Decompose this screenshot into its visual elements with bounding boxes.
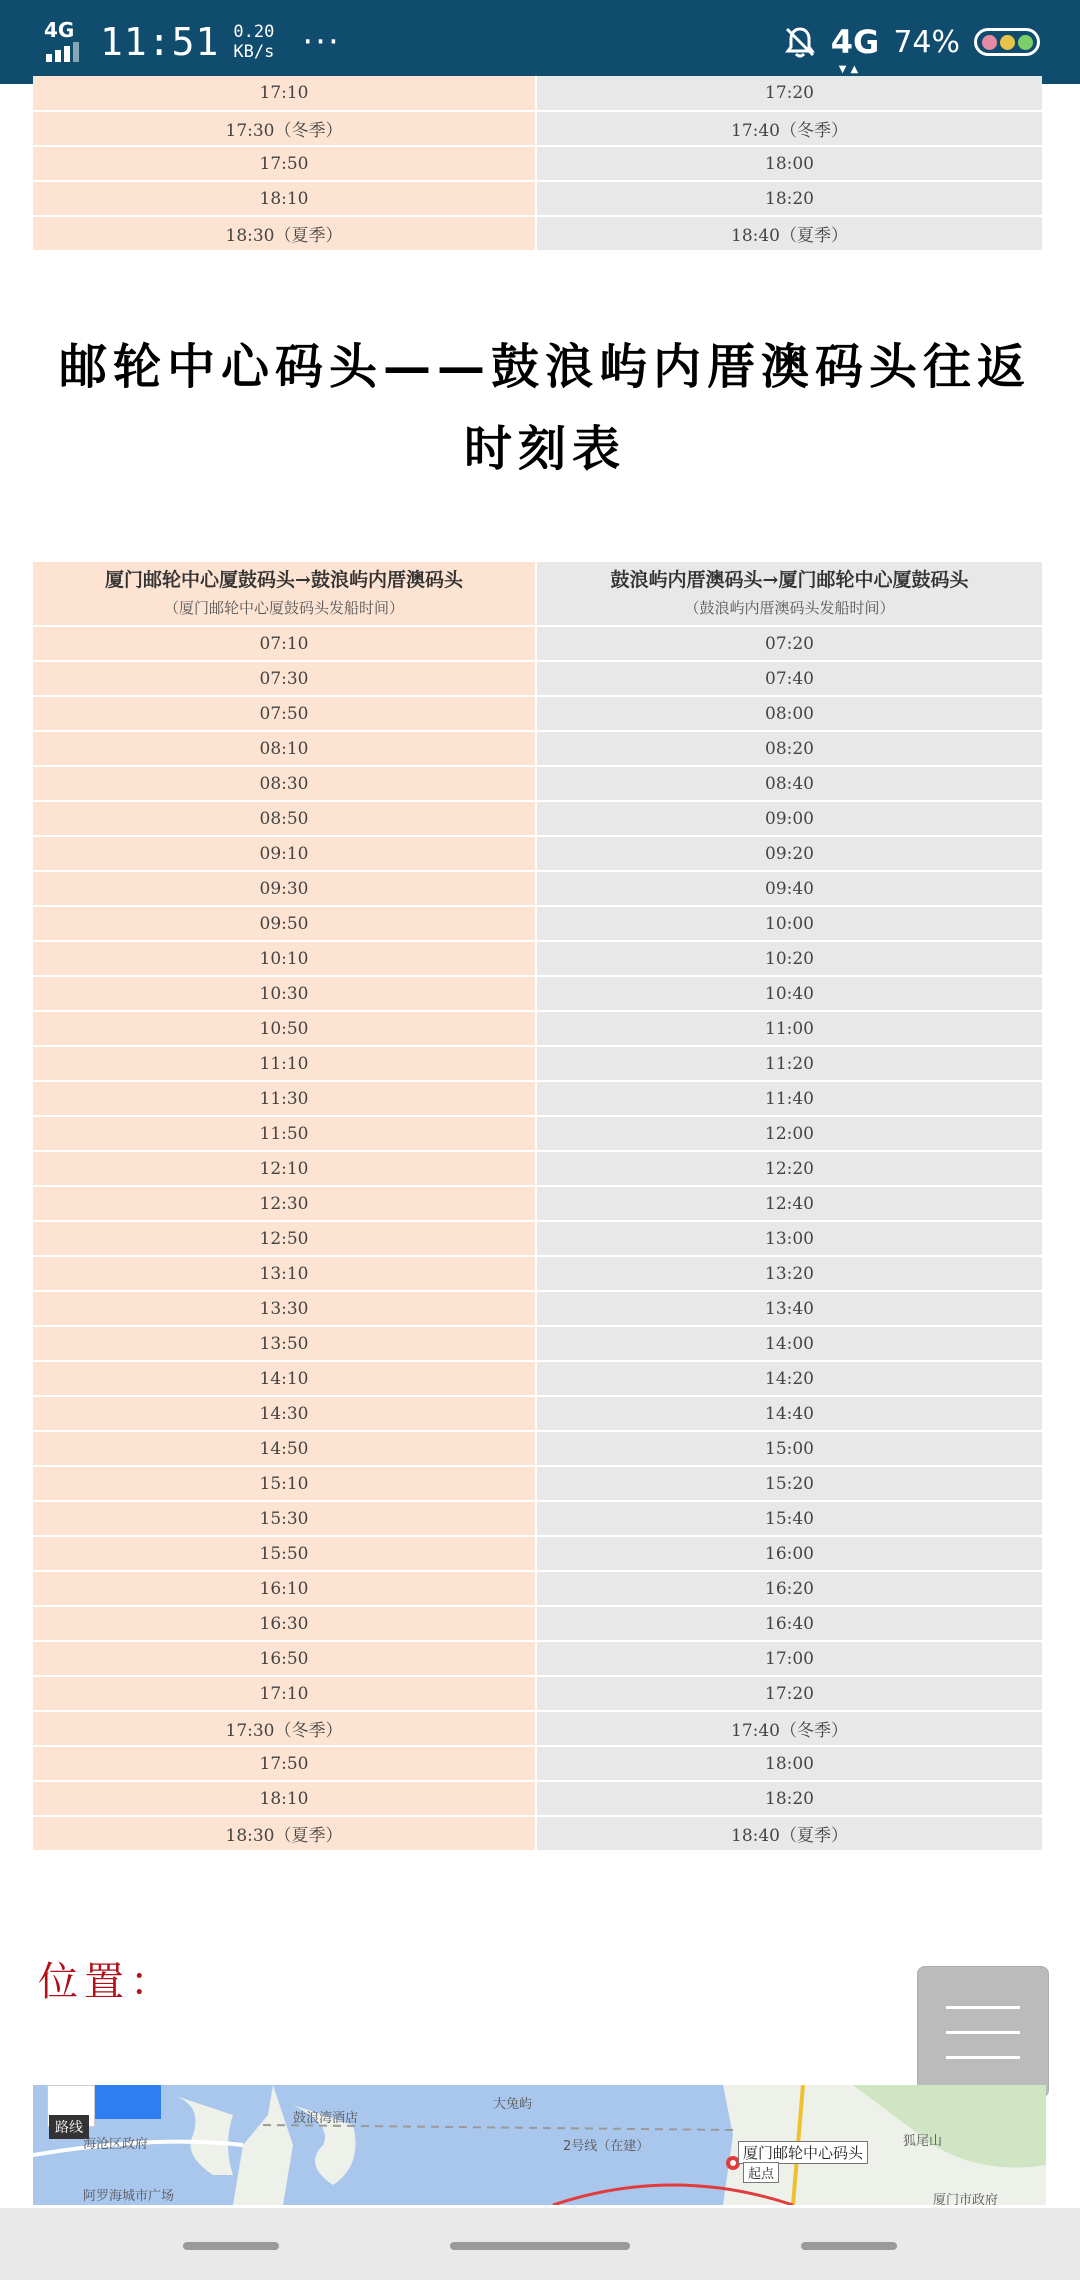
departure-time-xiamen: 09:30 — [33, 871, 536, 906]
departure-time-gulangyu: 12:20 — [536, 1151, 1042, 1186]
signal-icon — [44, 20, 86, 64]
departure-time-xiamen: 11:10 — [33, 1046, 536, 1081]
more-notifications-icon: ··· — [302, 22, 341, 62]
network-type: 4G — [44, 18, 75, 42]
departure-time-xiamen: 12:10 — [33, 1151, 536, 1186]
clock: 11:51 — [100, 20, 220, 64]
map-label: 海沧区政府 — [83, 2137, 149, 2152]
page-heading: 邮轮中心码头——鼓浪屿内厝澳码头往返时刻表 — [58, 339, 1031, 477]
departure-time-xiamen: 14:30 — [33, 1396, 536, 1431]
departure-time-gulangyu: 12:00 — [536, 1116, 1042, 1151]
departure-time-gulangyu: 17:20 — [536, 76, 1042, 111]
departure-time-xiamen: 12:30 — [33, 1186, 536, 1221]
departure-time-xiamen: 15:30 — [33, 1501, 536, 1536]
map-label: 2号线（在建） — [563, 2139, 650, 2154]
table-row — [33, 1746, 1042, 1781]
departure-time-gulangyu: 10:40 — [536, 976, 1042, 1011]
table-row — [33, 1011, 1042, 1046]
departure-time-xiamen: 14:10 — [33, 1361, 536, 1396]
speed-unit: KB/s — [233, 42, 275, 62]
departure-time-xiamen: 16:30 — [33, 1606, 536, 1641]
table-row — [33, 626, 1042, 661]
table-row — [33, 731, 1042, 766]
departure-time-gulangyu: 17:00 — [536, 1641, 1042, 1676]
speed-value: 0.20 — [233, 22, 275, 42]
departure-time-gulangyu: 15:40 — [536, 1501, 1042, 1536]
column-title: 厦门邮轮中心厦鼓码头→鼓浪屿内厝澳码头 — [105, 568, 463, 591]
departure-time-gulangyu: 18:20 — [536, 181, 1042, 216]
table-row — [33, 1606, 1042, 1641]
column-header-departure-gulangyu — [536, 562, 1042, 626]
departure-time-xiamen: 09:50 — [33, 906, 536, 941]
departure-time-gulangyu: 17:40（冬季） — [536, 111, 1042, 146]
table-row — [33, 1536, 1042, 1571]
departure-time-gulangyu: 11:20 — [536, 1046, 1042, 1081]
table-row — [33, 76, 1042, 111]
table-row — [33, 1676, 1042, 1711]
table-row — [33, 111, 1042, 146]
departure-time-gulangyu: 08:00 — [536, 696, 1042, 731]
departure-time-xiamen: 18:30（夏季） — [33, 1816, 536, 1851]
departure-time-xiamen: 16:50 — [33, 1641, 536, 1676]
table-row — [33, 1116, 1042, 1151]
departure-time-gulangyu: 07:40 — [536, 661, 1042, 696]
departure-time-xiamen: 11:50 — [33, 1116, 536, 1151]
mobile-data-icon: 4G ▼▲ — [830, 23, 880, 75]
battery-percent: 74% — [893, 24, 960, 60]
table-row — [33, 216, 1042, 251]
table-row — [33, 1151, 1042, 1186]
departure-time-xiamen: 13:10 — [33, 1256, 536, 1291]
table-row — [33, 1046, 1042, 1081]
menu-line — [946, 2006, 1020, 2009]
system-navigation-bar — [0, 2208, 1080, 2280]
column-title: 鼓浪屿内厝澳码头→厦门邮轮中心厦鼓码头 — [610, 568, 969, 591]
departure-time-xiamen: 17:30（冬季） — [33, 1711, 536, 1746]
table-row — [33, 1816, 1042, 1851]
departure-time-gulangyu: 13:20 — [536, 1256, 1042, 1291]
departure-time-gulangyu: 09:00 — [536, 801, 1042, 836]
departure-time-xiamen: 16:10 — [33, 1571, 536, 1606]
departure-time-xiamen: 08:30 — [33, 766, 536, 801]
departure-time-gulangyu: 08:20 — [536, 731, 1042, 766]
departure-time-xiamen: 17:30（冬季） — [33, 111, 536, 146]
notifications-off-icon — [783, 25, 817, 59]
departure-time-gulangyu: 15:20 — [536, 1466, 1042, 1501]
column-subtitle: （鼓浪屿内厝澳码头发船时间） — [684, 598, 895, 617]
table-row — [33, 801, 1042, 836]
status-bar — [0, 0, 1080, 84]
map-canvas — [33, 2085, 1046, 2205]
departure-time-xiamen: 07:50 — [33, 696, 536, 731]
departure-time-xiamen: 17:50 — [33, 1746, 536, 1781]
table-row — [33, 1186, 1042, 1221]
schedule-table-previous — [33, 76, 1042, 252]
departure-time-xiamen: 10:30 — [33, 976, 536, 1011]
departure-time-gulangyu: 17:20 — [536, 1676, 1042, 1711]
departure-time-xiamen: 15:10 — [33, 1466, 536, 1501]
departure-time-gulangyu: 18:40（夏季） — [536, 216, 1042, 251]
map-pin-label[interactable]: 厦门邮轮中心码头 — [738, 2141, 868, 2164]
map-label: 厦门市政府 — [933, 2193, 999, 2205]
departure-time-xiamen: 18:10 — [33, 1781, 536, 1816]
departure-time-gulangyu: 14:00 — [536, 1326, 1042, 1361]
departure-time-gulangyu: 09:20 — [536, 836, 1042, 871]
table-row — [33, 1431, 1042, 1466]
departure-time-gulangyu: 07:20 — [536, 626, 1042, 661]
map-label: 大兔屿 — [493, 2097, 533, 2112]
departure-time-gulangyu: 12:40 — [536, 1186, 1042, 1221]
network-type-right: 4G — [830, 23, 880, 61]
departure-time-xiamen: 08:50 — [33, 801, 536, 836]
departure-time-gulangyu: 14:20 — [536, 1361, 1042, 1396]
departure-time-gulangyu: 09:40 — [536, 871, 1042, 906]
departure-time-gulangyu: 11:00 — [536, 1011, 1042, 1046]
departure-time-gulangyu: 18:20 — [536, 1781, 1042, 1816]
departure-time-xiamen: 18:10 — [33, 181, 536, 216]
nav-home-handle[interactable] — [450, 2242, 630, 2250]
departure-time-gulangyu: 17:40（冬季） — [536, 1711, 1042, 1746]
table-row — [33, 1256, 1042, 1291]
table-row — [33, 906, 1042, 941]
table-row — [33, 1466, 1042, 1501]
nav-back-handle[interactable] — [183, 2242, 279, 2250]
table-row — [33, 1291, 1042, 1326]
table-row — [33, 976, 1042, 1011]
column-subtitle: （厦门邮轮中心厦鼓码头发船时间） — [163, 598, 404, 617]
departure-time-gulangyu: 10:20 — [536, 941, 1042, 976]
departure-time-xiamen: 17:50 — [33, 146, 536, 181]
map-start-label: 起点 — [743, 2162, 779, 2183]
departure-time-gulangyu: 13:40 — [536, 1291, 1042, 1326]
table-row — [33, 1781, 1042, 1816]
table-row — [33, 1326, 1042, 1361]
departure-time-xiamen: 11:30 — [33, 1081, 536, 1116]
departure-time-xiamen: 17:10 — [33, 76, 536, 111]
departure-time-xiamen: 13:50 — [33, 1326, 536, 1361]
departure-time-gulangyu: 11:40 — [536, 1081, 1042, 1116]
table-row — [33, 1361, 1042, 1396]
departure-time-xiamen: 10:10 — [33, 941, 536, 976]
location-heading: 位置： — [38, 1959, 176, 2005]
departure-time-gulangyu: 15:00 — [536, 1431, 1042, 1466]
departure-time-xiamen: 13:30 — [33, 1291, 536, 1326]
departure-time-xiamen: 09:10 — [33, 836, 536, 871]
table-row — [33, 1221, 1042, 1256]
departure-time-gulangyu: 16:40 — [536, 1606, 1042, 1641]
table-row — [33, 661, 1042, 696]
departure-time-gulangyu: 18:40（夏季） — [536, 1816, 1042, 1851]
table-row — [33, 836, 1042, 871]
schedule-table — [33, 562, 1042, 1852]
table-row — [33, 181, 1042, 216]
table-row — [33, 1641, 1042, 1676]
departure-time-xiamen: 18:30（夏季） — [33, 216, 536, 251]
table-row — [33, 941, 1042, 976]
departure-time-gulangyu: 18:00 — [536, 1746, 1042, 1781]
departure-time-gulangyu: 10:00 — [536, 906, 1042, 941]
departure-time-gulangyu: 18:00 — [536, 146, 1042, 181]
menu-line — [946, 2056, 1020, 2059]
departure-time-xiamen: 10:50 — [33, 1011, 536, 1046]
table-row — [33, 1501, 1042, 1536]
battery-icon — [974, 28, 1040, 56]
departure-time-gulangyu: 16:00 — [536, 1536, 1042, 1571]
departure-time-gulangyu: 08:40 — [536, 766, 1042, 801]
table-row — [33, 696, 1042, 731]
departure-time-gulangyu: 14:40 — [536, 1396, 1042, 1431]
map-label: 鼓浪湾酒店 — [293, 2111, 359, 2126]
departure-time-xiamen: 07:30 — [33, 661, 536, 696]
departure-time-xiamen: 17:10 — [33, 1676, 536, 1711]
table-row — [33, 766, 1042, 801]
departure-time-gulangyu: 16:20 — [536, 1571, 1042, 1606]
departure-time-xiamen: 12:50 — [33, 1221, 536, 1256]
table-header-row — [33, 562, 1042, 626]
departure-time-xiamen: 14:50 — [33, 1431, 536, 1466]
departure-time-xiamen: 15:50 — [33, 1536, 536, 1571]
departure-time-xiamen: 07:10 — [33, 626, 536, 661]
column-header-departure-xiamen — [33, 562, 536, 626]
nav-recents-handle[interactable] — [801, 2242, 897, 2250]
menu-line — [946, 2031, 1020, 2034]
table-row — [33, 146, 1042, 181]
map-label: 阿罗海城市广场 — [83, 2189, 175, 2204]
table-row — [33, 1711, 1042, 1746]
map-search-button[interactable] — [95, 2085, 161, 2119]
table-row — [33, 1571, 1042, 1606]
location-map[interactable] — [33, 2085, 1046, 2205]
table-row — [33, 1081, 1042, 1116]
floating-menu-button[interactable] — [917, 1966, 1049, 2098]
network-speed — [233, 22, 274, 62]
departure-time-xiamen: 08:10 — [33, 731, 536, 766]
table-row — [33, 871, 1042, 906]
table-row — [33, 1396, 1042, 1431]
map-label: 狐尾山 — [903, 2134, 943, 2149]
route-tag[interactable]: 路线 — [49, 2115, 89, 2139]
departure-time-gulangyu: 13:00 — [536, 1221, 1042, 1256]
